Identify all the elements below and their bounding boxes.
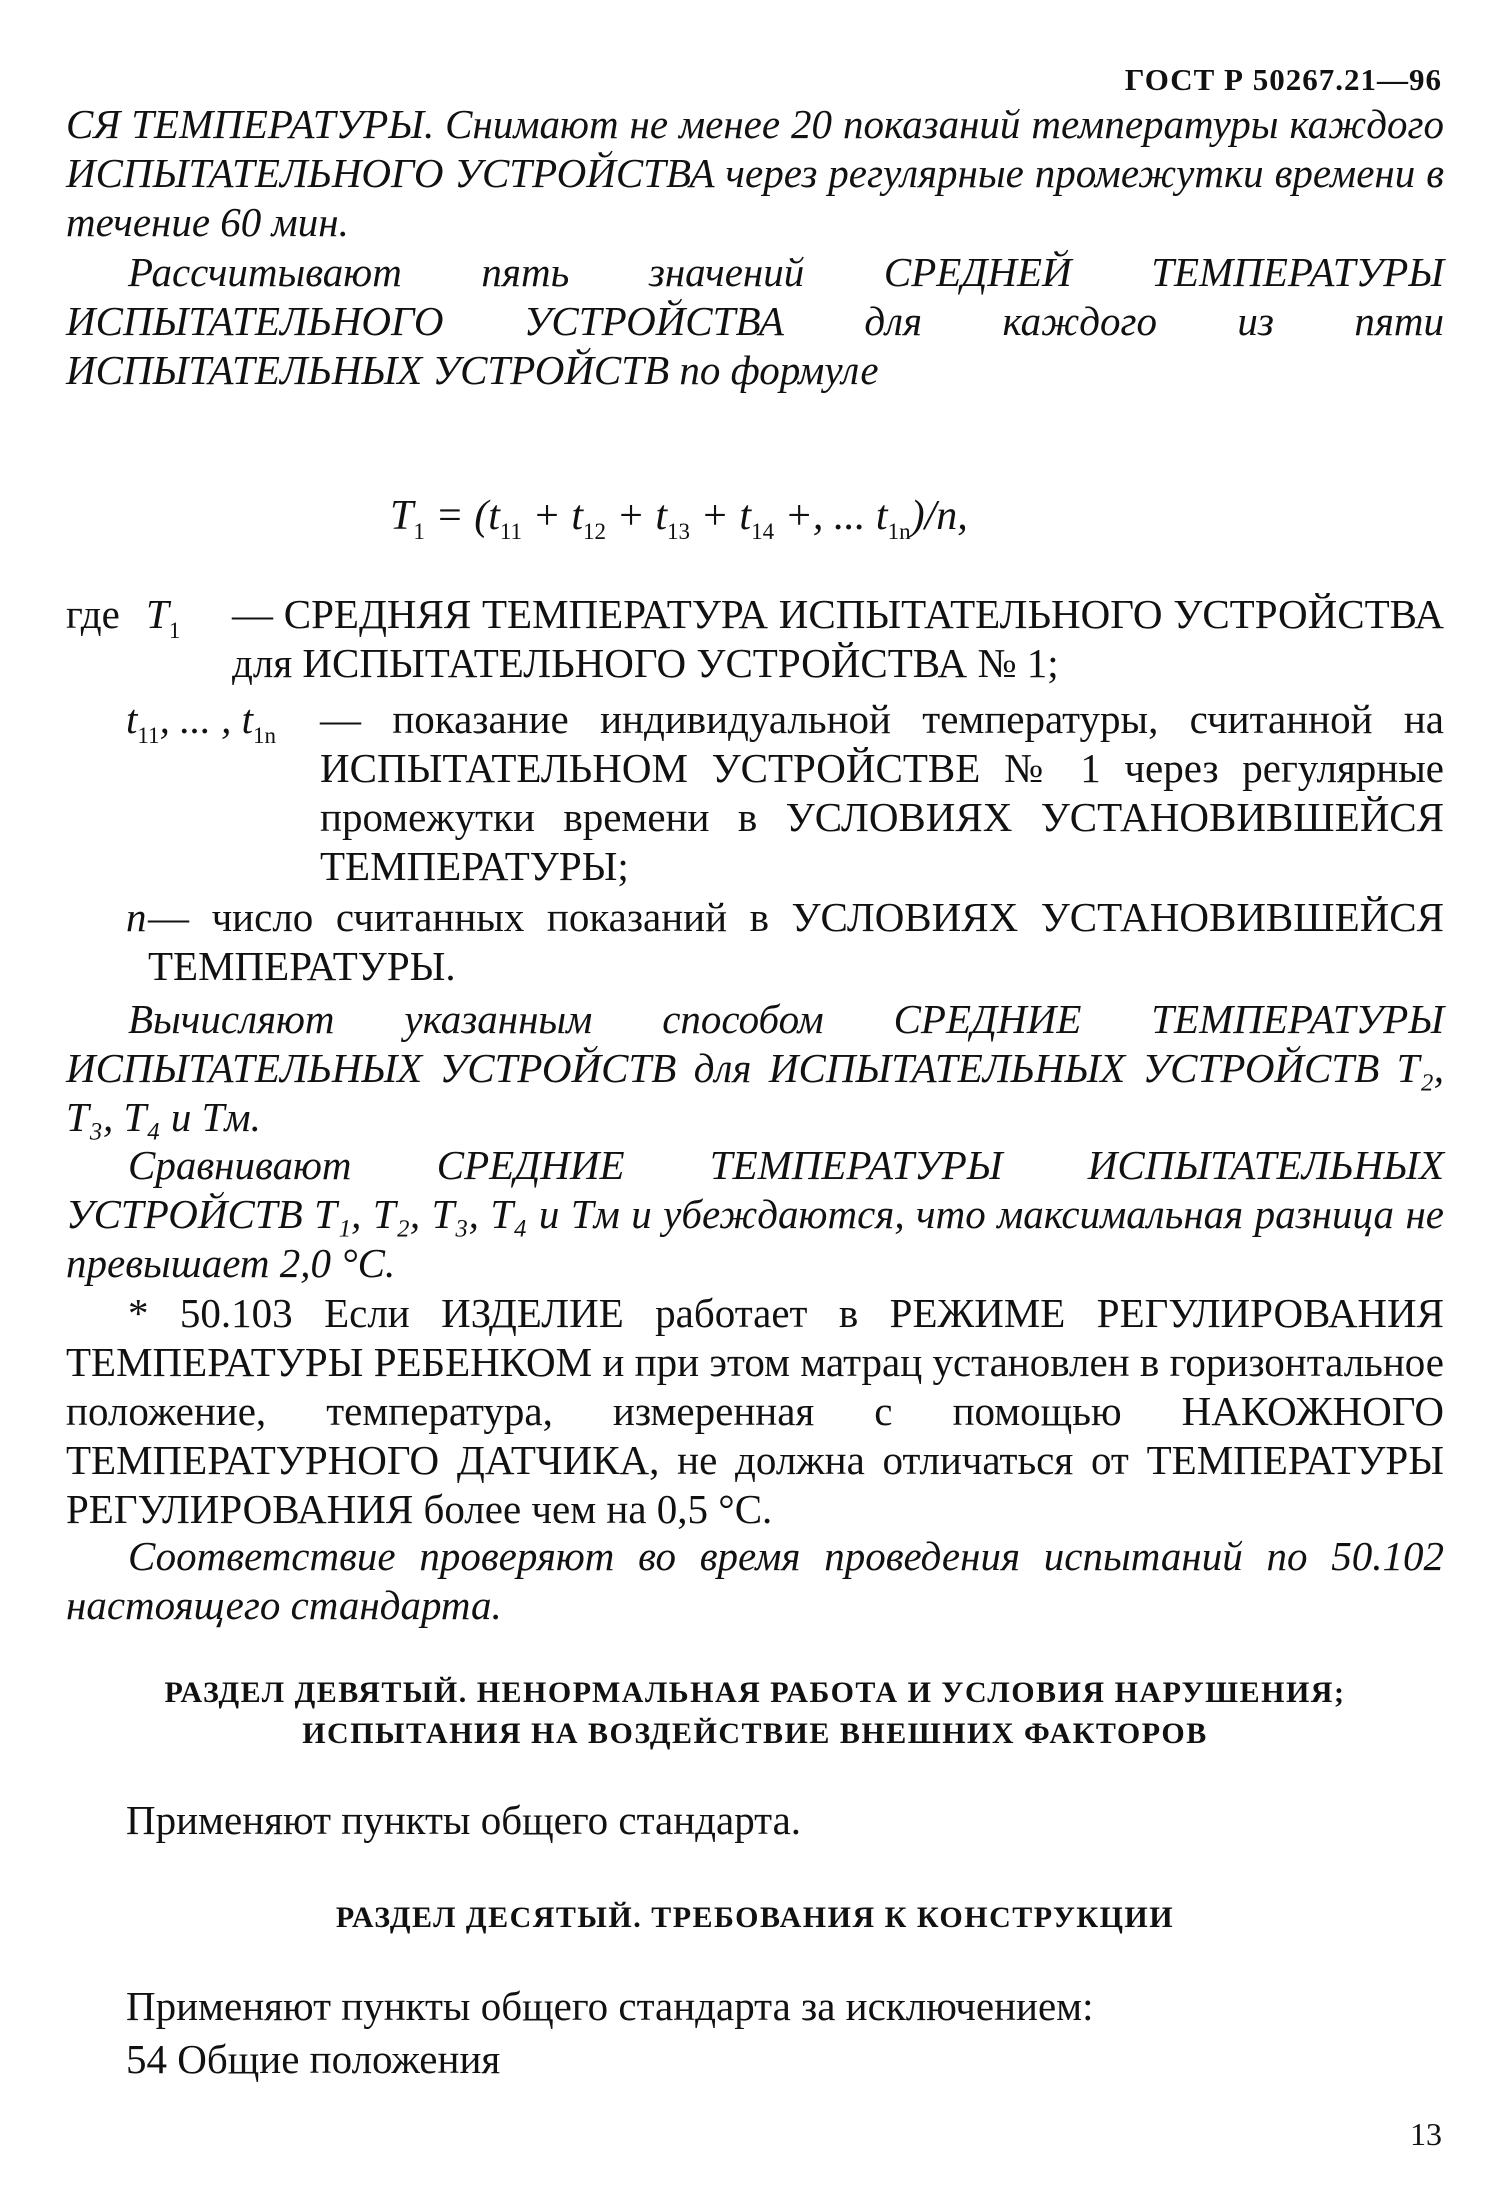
definition-n	[0, 893, 1490, 993]
section-nine-title	[66, 1672, 1444, 1754]
definition-term	[126, 695, 276, 760]
term-symbol: T	[146, 591, 169, 637]
formula-part: = (t	[424, 493, 500, 539]
formula-part: + t	[606, 493, 668, 539]
section-title-line: РАЗДЕЛ ДЕВЯТЫЙ. НЕНОРМАЛЬНАЯ РАБОТА И УСЛОВИЯ НАРУШЕНИЯ;	[164, 1676, 1346, 1709]
section-nine-body: Применяют пункты общего стандарта.	[126, 1797, 802, 1843]
formula-part-subscript: 12	[583, 519, 607, 544]
formula-lhs: T	[390, 493, 414, 539]
formula-part-subscript: 14	[751, 519, 775, 544]
page-number: 13	[1410, 2116, 1442, 2152]
clause-50-103: * 50.103 Если ИЗДЕЛИЕ работает в РЕЖИМЕ РЕГУЛИРОВАНИЯ ТЕМПЕРАТУРЫ РЕБЕНКОМ и при этом матрац установлен в горизонтальное положение, температура, измеренная с помощью НАКОЖНОГО ТЕМПЕРАТУРНОГО ДАТЧИКА, не должна отличаться от ТЕМПЕРАТУРЫ РЕГУЛИРОВАНИЯ более чем на 0,5 °С.	[66, 1290, 1444, 1532]
definition-t1	[0, 590, 1490, 690]
term-symbol: , ... , t	[159, 696, 253, 742]
continuation-paragraph: СЯ ТЕМПЕРАТУРЫ. Снимают не менее 20 показаний температуры каждого ИСПЫТАТЕЛЬНОГО УСТРОЙСТВА через регулярные промежутки времени в течение 60 мин.	[66, 101, 1444, 245]
definition-text: — СРЕДНЯЯ ТЕМПЕРАТУРА ИСПЫТАТЕЛЬНОГО УСТРОЙСТВА для ИСПЫТАТЕЛЬНОГО УСТРОЙСТВА № 1;	[232, 591, 1444, 686]
section-title-line: ИСПЫТАНИЯ НА ВОЗДЕЙСТВИЕ ВНЕШНИХ ФАКТОРОВ	[302, 1717, 1208, 1750]
definition-t11-t1n	[0, 695, 1490, 895]
where-label: где	[66, 591, 120, 637]
formula-tail: )/n,	[910, 493, 968, 539]
term-subscript: 1n	[252, 723, 276, 748]
document-code-header: ГОСТ Р 50267.21—96	[1124, 62, 1442, 97]
formula-part-subscript: 11	[499, 519, 523, 544]
formula-part: + t	[522, 493, 584, 539]
term-subscript: 1	[168, 618, 181, 643]
formula-part: + t	[690, 493, 752, 539]
definition-term: n	[126, 894, 147, 940]
average-temperature-formula	[390, 492, 968, 545]
formula-part-subscript: 13	[667, 519, 691, 544]
section-ten-body: Применяют пункты общего стандарта за исключением:	[126, 1983, 1094, 2029]
compare-paragraph: Сравнивают СРЕДНИЕ ТЕМПЕРАТУРЫ ИСПЫТАТЕЛЬНЫХ УСТРОЙСТВ T₁, T₂, T₃, T₄ и Tм и убеждаются, что максимальная разница не превышает 2,0 °С.	[66, 1142, 1444, 1286]
term-subscript: 11	[137, 723, 160, 748]
calculation-intro-paragraph: Рассчитывают пять значений СРЕДНЕЙ ТЕМПЕРАТУРЫ ИСПЫТАТЕЛЬНОГО УСТРОЙСТВА для каждого из пяти ИСПЫТАТЕЛЬНЫХ УСТРОЙСТВ по формуле	[66, 249, 1444, 393]
definition-text: — число считанных показаний в УСЛОВИЯХ УСТАНОВИВШЕЙСЯ ТЕМПЕРАТУРЫ.	[148, 894, 1444, 989]
definition-term	[146, 590, 180, 655]
compliance-paragraph: Соответствие проверяют во время проведения испытаний по 50.102 настоящего стандарта.	[66, 1533, 1444, 1628]
formula-part: +, ... t	[774, 493, 888, 539]
definition-text: — показание индивидуальной температуры, считанной на ИСПЫТАТЕЛЬНОМ УСТРОЙСТВЕ № 1 через регулярные промежутки времени в УСЛОВИЯХ УСТАНОВИВШЕЙСЯ ТЕМПЕРАТУРЫ;	[320, 696, 1444, 889]
term-symbol: t	[126, 696, 138, 742]
section-ten-item: 54 Общие положения	[126, 2036, 501, 2082]
formula-lhs-subscript: 1	[413, 519, 425, 544]
section-ten-title: РАЗДЕЛ ДЕСЯТЫЙ. ТРЕБОВАНИЯ К КОНСТРУКЦИИ	[335, 1901, 1175, 1934]
compute-paragraph: Вычисляют указанным способом СРЕДНИЕ ТЕМПЕРАТУРЫ ИСПЫТАТЕЛЬНЫХ УСТРОЙСТВ для ИСПЫТАТЕЛЬНЫХ УСТРОЙСТВ T₂, T₃, T₄ и Tм.	[66, 996, 1444, 1140]
formula-part-subscript: 1n	[887, 519, 911, 544]
